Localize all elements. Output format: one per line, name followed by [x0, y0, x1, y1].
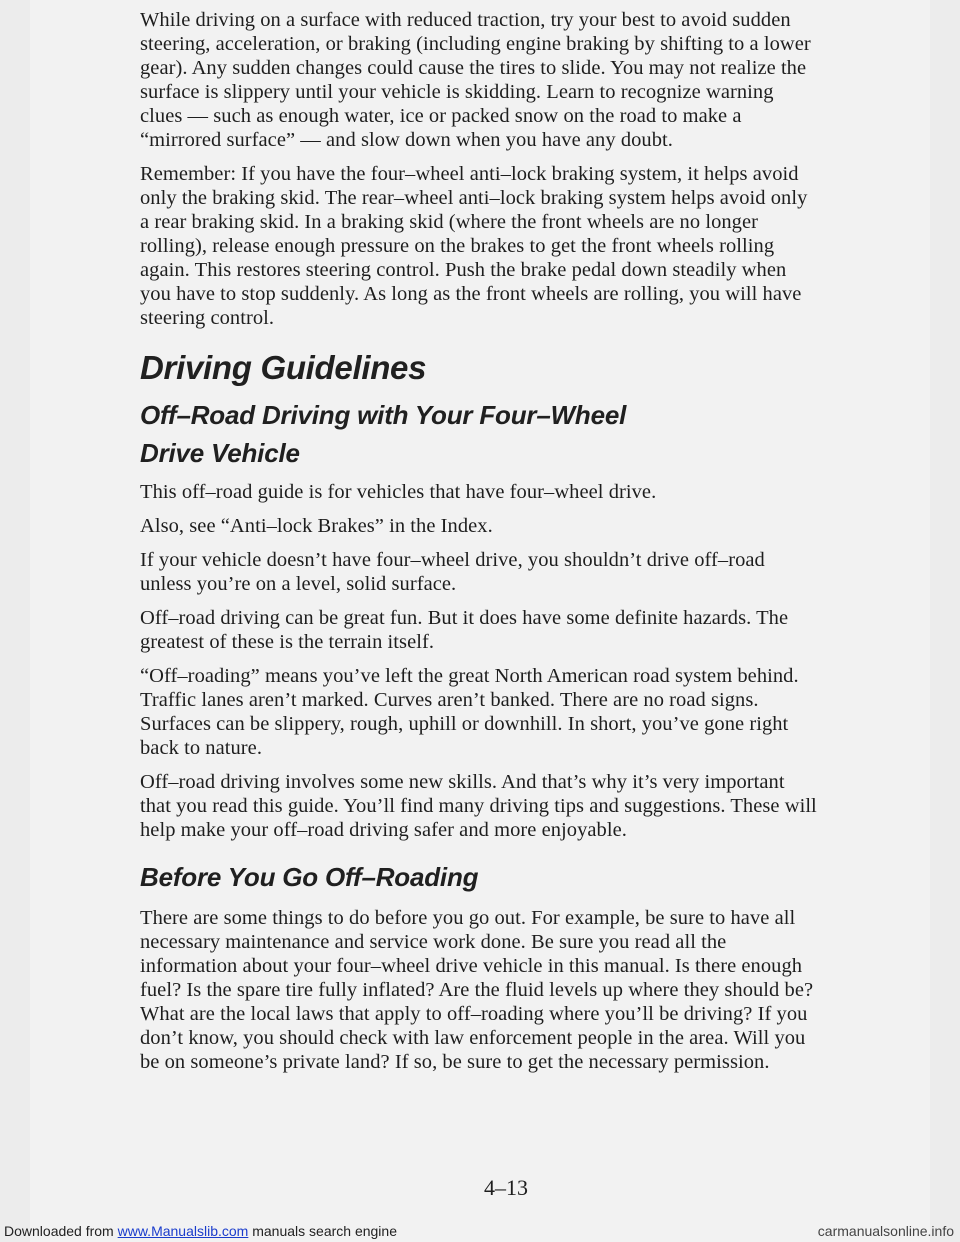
subsection-title [140, 396, 820, 472]
body-paragraph: There are some things to do before you go out. For example, be sure to have all necessary maintenance and service work done. Be sure you read all the information about your four–wheel drive vehicle in this manual. Is there enough fuel? Is the spare tire fully inflated? Are the fluid levels up where they should be? What are the local laws that apply to off–roading where you’ll be driving? If you don’t know, you should check with law enforcement people in the area. Will you be on someone’s private land? If so, be sure to get the necessary permission. [140, 907, 814, 1073]
body-paragraph: While driving on a surface with reduced traction, try your best to avoid sudden steering, acceleration, or braking (including engine braking by shifting to a lower gear). Any sudden changes could cause the tires to slide. You may not realize the surface is slippery until your vehicle is skidding. Learn to recognize warning clues — such as enough water, ice or packed snow on the road to make a “mirrored surface” — and slow down when you have any doubt. [140, 9, 811, 151]
page-number: 4–13 [484, 1175, 528, 1200]
footer [0, 1222, 960, 1242]
manualslib-link[interactable]: www.Manualslib.com [117, 1223, 249, 1239]
section-title: Driving Guidelines [140, 349, 427, 386]
body-paragraph: If your vehicle doesn’t have four–wheel drive, you shouldn’t drive off–road unless you’re on a level, solid surface. [140, 549, 765, 595]
subsection-title-line2: Drive Vehicle [140, 438, 300, 468]
subsection-title: Before You Go Off–Roading [140, 862, 479, 892]
download-notice [4, 1221, 397, 1241]
body-paragraph: Off–road driving can be great fun. But it does have some definite hazards. The greatest of these is the terrain itself. [140, 607, 789, 653]
body-paragraph: “Off–roading” means you’ve left the great North American road system behind. Traffic lanes aren’t marked. Curves aren’t banked. There are no road signs. Surfaces can be slippery, rough, uphill or downhill. In short, you’ve gone right back to nature. [140, 665, 799, 759]
subsection-title-line1: Off–Road Driving with Your Four–Wheel [140, 400, 627, 430]
page-content [140, 8, 820, 1084]
download-suffix: manuals search engine [248, 1223, 397, 1239]
watermark-text: carmanualsonline.info [817, 1223, 954, 1239]
body-paragraph: Remember: If you have the four–wheel anti–lock braking system, it helps avoid only the braking skid. The rear–wheel anti–lock braking system helps avoid only a rear braking skid. In a braking skid (where the front wheels are no longer rolling), release enough pressure on the brakes to get the front wheels rolling again. This restores steering control. Push the brake pedal down steadily when you have to stop suddenly. As long as the front wheels are rolling, you will have steering control. [140, 163, 808, 329]
body-paragraph: This off–road guide is for vehicles that have four–wheel drive. [140, 481, 657, 503]
body-paragraph: Also, see “Anti–lock Brakes” in the Index. [140, 515, 493, 537]
body-paragraph: Off–road driving involves some new skills. And that’s why it’s very important that you read this guide. You’ll find many driving tips and suggestions. These will help make your off–road driving safer and more enjoyable. [140, 771, 817, 841]
download-prefix: Downloaded from [4, 1223, 118, 1239]
